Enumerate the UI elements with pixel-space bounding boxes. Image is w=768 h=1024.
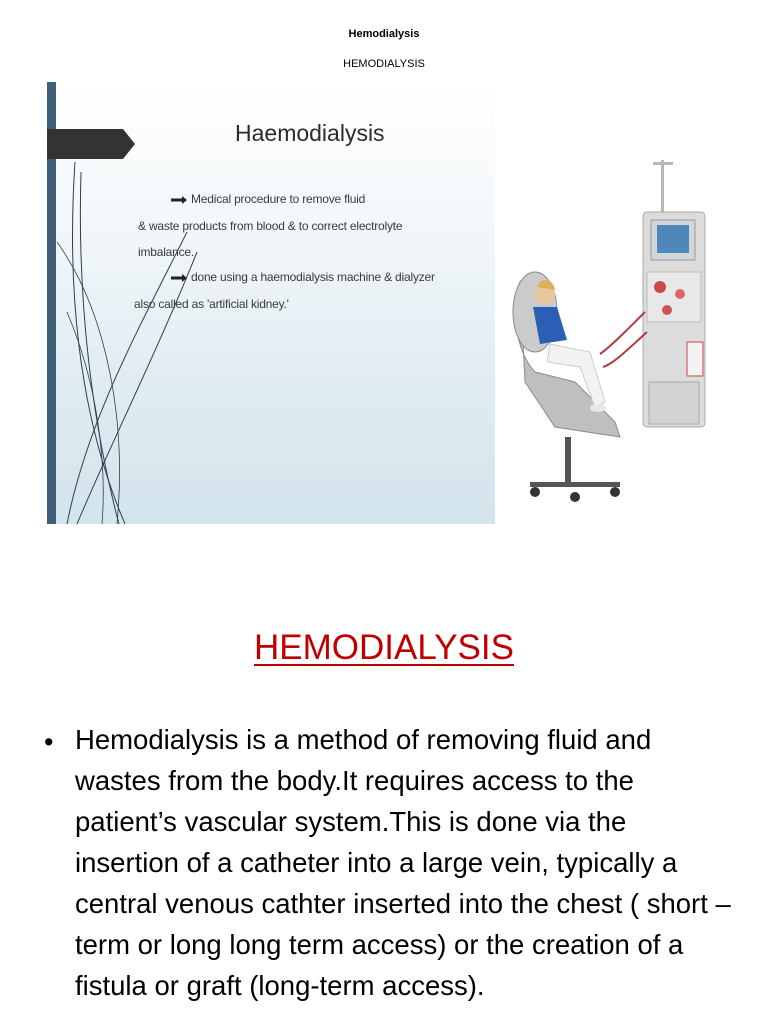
bullet-paragraph: Hemodialysis is a method of removing fluid and wastes from the body.It requires access to the patient’s vascular system.This is done via the insertion of a catheter into a large vein, typically a central venous cathter inserted into the chest ( short – term or long long term access) or the creation of a fistula or graft (long-term access). bbox=[75, 724, 731, 1001]
slide-line-1 bbox=[171, 192, 365, 206]
patient-dialysis-machine-illustration bbox=[495, 82, 730, 524]
bullet-marker: • bbox=[44, 727, 54, 757]
slide-line-4 bbox=[171, 270, 435, 284]
document-title: Hemodialysis bbox=[348, 28, 420, 40]
slide-text-panel bbox=[47, 82, 495, 524]
slide-line-3: imbalance. bbox=[138, 245, 195, 259]
section-heading: HEMODIALYSIS bbox=[254, 628, 514, 667]
slide-image bbox=[47, 82, 730, 524]
document-subtitle: HEMODIALYSIS bbox=[343, 58, 425, 70]
slide-line-text: done using a haemodialysis machine & dialyzer bbox=[191, 270, 435, 284]
arrow-right-icon bbox=[171, 274, 187, 282]
dialysis-photo bbox=[495, 82, 730, 524]
arrow-right-icon bbox=[171, 196, 187, 204]
slide-line-text: Medical procedure to remove fluid bbox=[191, 192, 366, 206]
slide-line-5: also called as 'artificial kidney.' bbox=[134, 297, 289, 311]
slide-tag-shape bbox=[47, 129, 135, 159]
slide-heading: Haemodialysis bbox=[235, 120, 385, 146]
slide-line-2: & waste products from blood & to correct electrolyte bbox=[138, 219, 403, 233]
